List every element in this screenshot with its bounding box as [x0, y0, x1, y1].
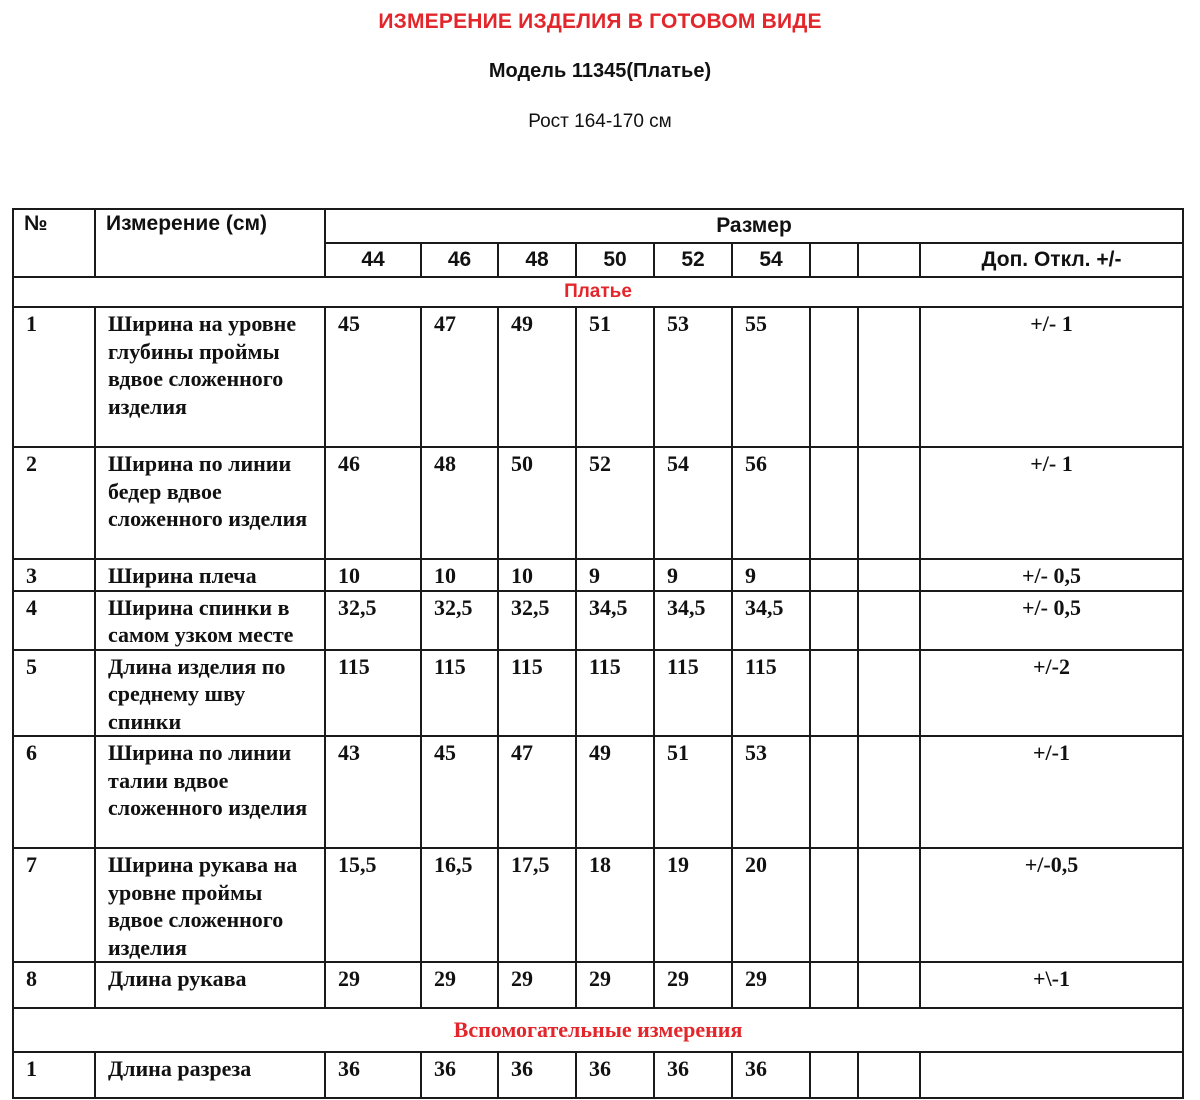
- header-size: Размер: [325, 209, 1183, 243]
- size-value: 34,5: [732, 591, 810, 650]
- measurement-name: Длина рукава: [95, 962, 325, 1008]
- row-number: 4: [13, 591, 95, 650]
- size-value: 32,5: [421, 591, 498, 650]
- size-value: 20: [732, 848, 810, 962]
- size-value: 9: [732, 559, 810, 591]
- size-header: 48: [498, 243, 576, 277]
- size-value: 19: [654, 848, 732, 962]
- measurement-name: Ширина спинки в самом узком месте: [95, 591, 325, 650]
- size-value: 10: [498, 559, 576, 591]
- size-value: 32,5: [498, 591, 576, 650]
- height-label: Рост 164-170 см: [528, 111, 672, 132]
- size-value: 46: [325, 447, 421, 559]
- empty-cell: [810, 591, 858, 650]
- table-row: [13, 848, 1183, 962]
- size-value: 51: [654, 736, 732, 848]
- measurement-name: Длина разреза: [95, 1052, 325, 1098]
- empty-cell: [858, 307, 920, 447]
- size-value: 36: [325, 1052, 421, 1098]
- tolerance-value: +/- 0,5: [920, 559, 1183, 591]
- size-header: 50: [576, 243, 654, 277]
- size-value: 29: [576, 962, 654, 1008]
- tolerance-value: +\-1: [920, 962, 1183, 1008]
- header-num: №: [13, 209, 95, 277]
- size-value: 36: [498, 1052, 576, 1098]
- tolerance-value: +/- 1: [920, 447, 1183, 559]
- size-value: 45: [421, 736, 498, 848]
- size-value: 29: [325, 962, 421, 1008]
- empty-cell: [858, 962, 920, 1008]
- empty-cell: [858, 736, 920, 848]
- size-value: 34,5: [576, 591, 654, 650]
- measurement-table: [12, 208, 1184, 1099]
- empty-cell: [858, 591, 920, 650]
- size-value: 56: [732, 447, 810, 559]
- size-value: 45: [325, 307, 421, 447]
- table-row: [13, 650, 1183, 737]
- size-value: 34,5: [654, 591, 732, 650]
- size-value: 29: [732, 962, 810, 1008]
- header-row-1: [13, 209, 1183, 243]
- size-value: 115: [576, 650, 654, 737]
- empty-header-cell: [810, 243, 858, 277]
- tolerance-value: [920, 1052, 1183, 1098]
- size-value: 47: [498, 736, 576, 848]
- header-measure: Измерение (см): [95, 209, 325, 277]
- size-value: 54: [654, 447, 732, 559]
- size-value: 52: [576, 447, 654, 559]
- row-number: 2: [13, 447, 95, 559]
- empty-cell: [810, 962, 858, 1008]
- table-row: [13, 447, 1183, 559]
- tolerance-header: Доп. Откл. +/-: [920, 243, 1183, 277]
- size-value: 48: [421, 447, 498, 559]
- row-number: 7: [13, 848, 95, 962]
- size-value: 15,5: [325, 848, 421, 962]
- table-row: [13, 307, 1183, 447]
- measurement-name: Ширина по линии талии вдвое сложенного изделия: [95, 736, 325, 848]
- tolerance-value: +/-1: [920, 736, 1183, 848]
- section-row: [13, 277, 1183, 307]
- size-value: 49: [576, 736, 654, 848]
- section-row: [13, 1008, 1183, 1052]
- row-number: 3: [13, 559, 95, 591]
- model-label: Модель 11345(Платье): [488, 60, 712, 82]
- size-value: 32,5: [325, 591, 421, 650]
- tolerance-value: +/-0,5: [920, 848, 1183, 962]
- size-value: 43: [325, 736, 421, 848]
- row-number: 5: [13, 650, 95, 737]
- size-value: 115: [732, 650, 810, 737]
- size-value: 47: [421, 307, 498, 447]
- row-number: 1: [13, 1052, 95, 1098]
- empty-header-cell: [858, 243, 920, 277]
- empty-cell: [810, 447, 858, 559]
- tolerance-value: +/-2: [920, 650, 1183, 737]
- measurement-name: Ширина рукава на уровне проймы вдвое сложенного изделия: [95, 848, 325, 962]
- row-number: 8: [13, 962, 95, 1008]
- empty-cell: [810, 736, 858, 848]
- empty-cell: [858, 650, 920, 737]
- size-header: 46: [421, 243, 498, 277]
- size-value: 36: [654, 1052, 732, 1098]
- empty-cell: [810, 307, 858, 447]
- empty-cell: [810, 650, 858, 737]
- size-value: 18: [576, 848, 654, 962]
- table-row: [13, 962, 1183, 1008]
- measurement-name: Ширина на уровне глубины проймы вдвое сложенного изделия: [95, 307, 325, 447]
- size-value: 29: [654, 962, 732, 1008]
- document-title: ИЗМЕРЕНИЕ ИЗДЕЛИЯ В ГОТОВОМ ВИДЕ: [378, 10, 822, 33]
- row-number: 1: [13, 307, 95, 447]
- section-title: Вспомогательные измерения: [13, 1008, 1183, 1052]
- size-value: 50: [498, 447, 576, 559]
- size-value: 10: [325, 559, 421, 591]
- size-header: 54: [732, 243, 810, 277]
- size-value: 115: [498, 650, 576, 737]
- size-value: 115: [325, 650, 421, 737]
- size-value: 29: [498, 962, 576, 1008]
- size-value: 49: [498, 307, 576, 447]
- size-value: 53: [654, 307, 732, 447]
- size-value: 17,5: [498, 848, 576, 962]
- measurement-name: Ширина по линии бедер вдвое сложенного изделия: [95, 447, 325, 559]
- table-row: [13, 1052, 1183, 1098]
- empty-cell: [810, 1052, 858, 1098]
- table-row: [13, 559, 1183, 591]
- size-value: 115: [654, 650, 732, 737]
- measurement-name: Ширина плеча: [95, 559, 325, 591]
- tolerance-value: +/- 1: [920, 307, 1183, 447]
- size-value: 53: [732, 736, 810, 848]
- size-value: 29: [421, 962, 498, 1008]
- empty-cell: [858, 447, 920, 559]
- size-value: 51: [576, 307, 654, 447]
- measurement-name: Длина изделия по среднему шву спинки: [95, 650, 325, 737]
- empty-cell: [858, 559, 920, 591]
- size-value: 36: [576, 1052, 654, 1098]
- size-value: 10: [421, 559, 498, 591]
- size-value: 55: [732, 307, 810, 447]
- empty-cell: [810, 559, 858, 591]
- size-header: 52: [654, 243, 732, 277]
- size-value: 9: [576, 559, 654, 591]
- table-row: [13, 736, 1183, 848]
- size-value: 36: [732, 1052, 810, 1098]
- size-value: 36: [421, 1052, 498, 1098]
- empty-cell: [858, 1052, 920, 1098]
- tolerance-value: +/- 0,5: [920, 591, 1183, 650]
- size-value: 16,5: [421, 848, 498, 962]
- row-number: 6: [13, 736, 95, 848]
- empty-cell: [858, 848, 920, 962]
- section-title: Платье: [13, 277, 1183, 307]
- size-value: 9: [654, 559, 732, 591]
- empty-cell: [810, 848, 858, 962]
- table-row: [13, 591, 1183, 650]
- size-header: 44: [325, 243, 421, 277]
- size-value: 115: [421, 650, 498, 737]
